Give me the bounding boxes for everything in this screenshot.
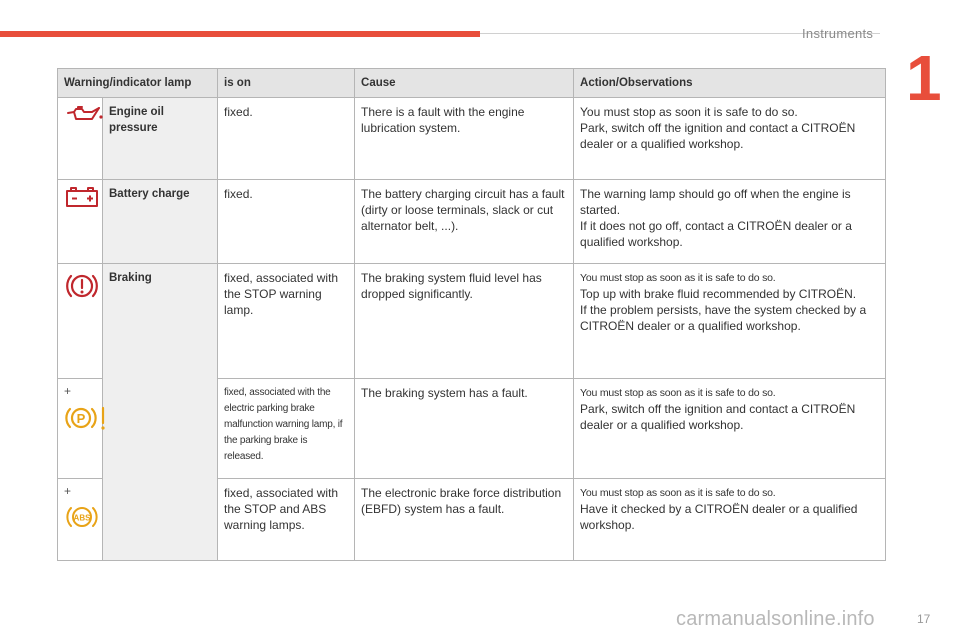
is-on-cell: fixed, associated with the electric parking brake malfunction warning lamp, if the parking brake is released. (218, 379, 355, 479)
section-title: Instruments (802, 26, 874, 41)
is-on-cell: fixed, associated with the STOP and ABS warning lamps. (218, 479, 355, 561)
column-header-lamp: Warning/indicator lamp (58, 69, 218, 98)
table-row (58, 98, 886, 180)
cause-cell: The electronic brake force distribution (EBFD) system has a fault. (355, 479, 574, 561)
is-on-cell: fixed. (218, 98, 355, 180)
action-line: Park, switch off the ignition and contact a CITROËN dealer or a qualified workshop. (580, 121, 856, 151)
cause-cell: There is a fault with the engine lubrication system. (355, 98, 574, 180)
action-line: Park, switch off the ignition and contact a CITROËN dealer or a qualified workshop. (580, 402, 856, 432)
action-cell (574, 479, 886, 561)
action-line: Top up with brake fluid recommended by CITROËN. (580, 287, 857, 301)
action-line: Have it checked by a CITROËN dealer or a qualified workshop. (580, 502, 858, 532)
page-number: 17 (917, 612, 931, 626)
plus-sign: + (64, 384, 72, 398)
action-line: If it does not go off, contact a CITROËN dealer or a qualified workshop. (580, 219, 852, 249)
svg-text:ABS: ABS (73, 513, 91, 523)
cause-cell: The braking system fluid level has dropped significantly. (355, 264, 574, 379)
is-on-cell: fixed, associated with the STOP warning lamp. (218, 264, 355, 379)
parking-brake-fault-icon (64, 403, 108, 433)
lamp-name: Braking (103, 264, 218, 561)
warning-lamp-table (57, 68, 886, 561)
column-header-is-on: is on (218, 69, 355, 98)
column-header-action: Action/Observations (574, 69, 886, 98)
battery-icon (64, 186, 100, 208)
lamp-name: Engine oil pressure (103, 98, 218, 180)
action-cell (574, 379, 886, 479)
abs-icon (64, 503, 100, 531)
action-cell (574, 180, 886, 264)
action-line: You must stop as soon as it is safe to do so. (580, 387, 776, 399)
action-line: You must stop as soon as it is safe to do so. (580, 487, 776, 499)
is-on-cell: fixed. (218, 180, 355, 264)
action-cell (574, 98, 886, 180)
action-line: You must stop as soon it is safe to do so. (580, 105, 798, 119)
action-line: The warning lamp should go off when the engine is started. (580, 187, 851, 217)
watermark: carmanualsonline.info (676, 608, 875, 630)
table-row (58, 180, 886, 264)
cause-cell: The braking system has a fault. (355, 379, 574, 479)
oil-can-icon (64, 104, 104, 124)
cause-cell: The battery charging circuit has a fault (dirty or loose terminals, slack or cut alternator belt, ...). (355, 180, 574, 264)
table-row (58, 264, 886, 379)
table-header-row (58, 69, 886, 98)
plus-sign: + (64, 484, 72, 498)
action-line: If the problem persists, have the system checked by a CITROËN dealer or a qualified workshop. (580, 303, 867, 333)
svg-text:P: P (76, 411, 86, 426)
action-line: You must stop as soon as it is safe to do so. (580, 272, 776, 284)
chapter-number: 1 (906, 42, 942, 114)
action-cell (574, 264, 886, 379)
column-header-cause: Cause (355, 69, 574, 98)
header-accent-bar (0, 31, 480, 37)
lamp-name: Battery charge (103, 180, 218, 264)
brake-warning-icon (64, 270, 100, 302)
